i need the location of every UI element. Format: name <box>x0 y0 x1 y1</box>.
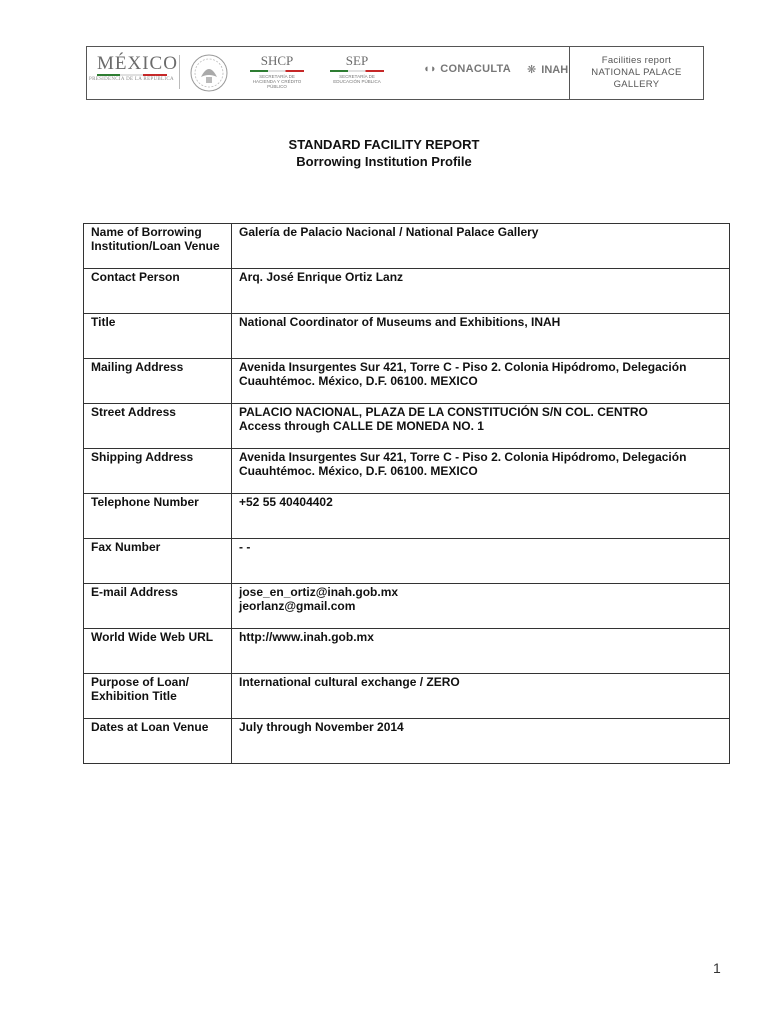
row-value: National Coordinator of Museums and Exhibitions, INAH <box>232 314 730 359</box>
row-value: July through November 2014 <box>232 719 730 764</box>
page-number: 1 <box>713 960 721 976</box>
row-value: http://www.inah.gob.mx <box>232 629 730 674</box>
row-value: +52 55 40404402 <box>232 494 730 539</box>
row-label: E-mail Address <box>84 584 232 629</box>
table-row <box>84 539 730 584</box>
header-report-label <box>569 47 703 99</box>
row-label: Fax Number <box>84 539 232 584</box>
mexico-logo-subtitle: PRESIDENCIA DE LA REPÚBLICA <box>89 77 174 82</box>
header-report-type: Facilities report <box>601 55 672 66</box>
inah-mark-icon: ❋ <box>527 64 537 76</box>
national-seal-icon <box>189 53 229 93</box>
shcp-logo <box>247 53 307 89</box>
row-label: Contact Person <box>84 269 232 314</box>
row-value: jose_en_ortiz@inah.gob.mx jeorlanz@gmail.com <box>232 584 730 629</box>
row-value: International cultural exchange / ZERO <box>232 674 730 719</box>
row-label: Telephone Number <box>84 494 232 539</box>
logo-divider <box>179 55 180 89</box>
conaculta-logo-name: CONACULTA <box>440 63 511 75</box>
mexico-logo: MÉXICO <box>97 53 178 74</box>
table-row <box>84 629 730 674</box>
row-value: PALACIO NACIONAL, PLAZA DE LA CONSTITUCIÓN S/N COL. CENTRO Access through CALLE DE MONEDA NO. 1 <box>232 404 730 449</box>
table-row <box>84 224 730 269</box>
table-row <box>84 269 730 314</box>
row-label: Purpose of Loan/ Exhibition Title <box>84 674 232 719</box>
conaculta-logo <box>423 63 511 75</box>
shcp-logo-bar <box>250 70 304 72</box>
row-value: Galería de Palacio Nacional / National Palace Gallery <box>232 224 730 269</box>
row-value: Avenida Insurgentes Sur 421, Torre C - Piso 2. Colonia Hipódromo, Delegación Cuauhtémoc. México, D.F. 06100. MEXICO <box>232 449 730 494</box>
row-value: Arq. José Enrique Ortiz Lanz <box>232 269 730 314</box>
header-logos <box>87 47 569 99</box>
sep-logo-name: SEP <box>345 53 369 68</box>
table-row <box>84 584 730 629</box>
row-label: Street Address <box>84 404 232 449</box>
table-row <box>84 449 730 494</box>
inah-logo <box>527 63 568 76</box>
row-value: - - <box>232 539 730 584</box>
page-subtitle: Borrowing Institution Profile <box>296 154 472 169</box>
sep-logo-bar <box>330 70 384 72</box>
institution-profile-table <box>83 223 730 764</box>
sep-logo <box>327 53 387 84</box>
table-row <box>84 404 730 449</box>
table-row <box>84 314 730 359</box>
sep-logo-subtitle: SECRETARÍA DE EDUCACIÓN PÚBLICA <box>333 74 381 84</box>
conaculta-mark-icon: ◖◗ <box>423 63 437 75</box>
row-label: Shipping Address <box>84 449 232 494</box>
shcp-logo-name: SHCP <box>260 53 294 68</box>
table-row <box>84 719 730 764</box>
row-value: Avenida Insurgentes Sur 421, Torre C - Piso 2. Colonia Hipódromo, Delegación Cuauhtémoc. México, D.F. 06100. MEXICO <box>232 359 730 404</box>
shcp-logo-subtitle: SECRETARÍA DE HACIENDA Y CRÉDITO PÚBLICO <box>252 74 302 89</box>
document-header <box>86 46 704 100</box>
row-label: Name of Borrowing Institution/Loan Venue <box>84 224 232 269</box>
row-label: Dates at Loan Venue <box>84 719 232 764</box>
table-row <box>84 674 730 719</box>
table-row <box>84 494 730 539</box>
mexico-logo-bar <box>97 74 167 76</box>
inah-logo-name: INAH <box>541 64 569 76</box>
row-label: Title <box>84 314 232 359</box>
table-row <box>84 359 730 404</box>
row-label: Mailing Address <box>84 359 232 404</box>
row-label: World Wide Web URL <box>84 629 232 674</box>
page-title: STANDARD FACILITY REPORT <box>288 137 480 152</box>
header-venue-line2: GALLERY <box>613 79 660 90</box>
header-venue-line1: NATIONAL PALACE <box>591 67 682 78</box>
